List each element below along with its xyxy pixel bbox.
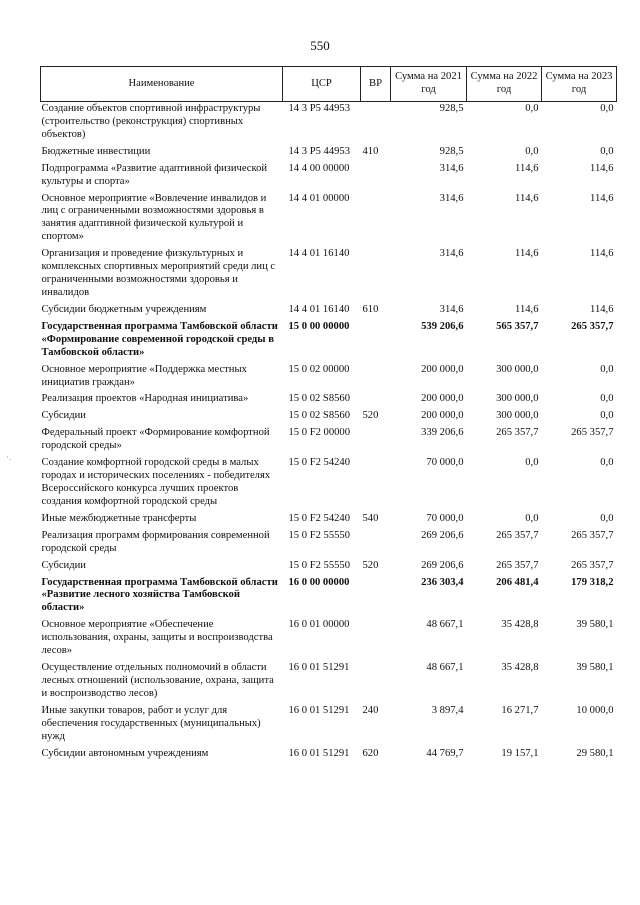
row-sum-2021: 200 000,0	[421, 410, 464, 422]
row-vr	[361, 393, 391, 410]
row-sum-2021: 70 000,0	[426, 457, 464, 469]
row-sum-2021: 48 667,1	[426, 662, 464, 674]
row-vr	[361, 619, 391, 662]
row-name: Создание объектов спортивной инфраструктуры (строительство (реконструкция) спортивных объектов)	[41, 103, 261, 140]
row-name: Государственная программа Тамбовской области «Развитие лесного хозяйства Тамбовской области»	[41, 576, 278, 614]
row-csr: 15 0 02 S8560	[288, 410, 351, 422]
row-name: Бюджетные инвестиции	[41, 145, 151, 157]
row-vr	[361, 321, 391, 364]
header-sum-2022: Сумма на 2022 год	[467, 67, 542, 102]
row-sum-2023: 265 357,7	[571, 559, 614, 571]
row-sum-2022: 35 428,8	[501, 619, 539, 631]
row-csr: 15 0 F2 54240	[288, 512, 351, 524]
row-sum-2022: 35 428,8	[501, 662, 539, 674]
row-vr: 410	[362, 145, 379, 157]
row-sum-2023: 0,0	[600, 457, 614, 469]
row-sum-2023: 114,6	[590, 192, 614, 204]
row-sum-2022: 265 357,7	[496, 427, 539, 439]
row-sum-2022: 114,6	[515, 303, 539, 315]
row-name: Иные закупки товаров, работ и услуг для обеспечения государственных (муниципальных) нужд	[41, 704, 261, 742]
row-sum-2022: 206 481,4	[496, 576, 539, 588]
row-sum-2021: 314,6	[439, 162, 464, 174]
row-sum-2021: 539 206,6	[421, 320, 464, 332]
row-csr: 14 4 00 00000	[288, 162, 350, 174]
row-sum-2023: 114,6	[590, 303, 614, 315]
table-row	[41, 427, 617, 457]
row-name: Реализация программ формирования современной городской среды	[41, 529, 270, 554]
table-row	[41, 530, 617, 560]
row-name: Иные межбюджетные трансферты	[41, 512, 197, 524]
row-vr	[361, 163, 391, 193]
row-sum-2022: 0,0	[525, 145, 539, 157]
row-sum-2023: 0,0	[600, 363, 614, 375]
table-row	[41, 560, 617, 577]
row-sum-2021: 928,5	[439, 103, 464, 114]
row-vr	[361, 364, 391, 394]
row-vr	[361, 577, 391, 620]
row-name: Субсидии	[41, 559, 86, 571]
row-sum-2023: 265 357,7	[571, 320, 614, 332]
row-sum-2022: 114,6	[515, 192, 539, 204]
row-vr: 620	[362, 747, 379, 759]
row-vr	[361, 102, 391, 146]
page-number: 550	[310, 38, 330, 53]
row-sum-2022: 0,0	[525, 457, 539, 469]
row-sum-2021: 200 000,0	[421, 393, 464, 405]
row-sum-2021: 269 206,6	[421, 559, 464, 571]
row-sum-2021: 44 769,7	[426, 747, 464, 759]
row-name: Субсидии автономным учреждениям	[41, 747, 209, 759]
table-row	[41, 193, 617, 249]
table-row	[41, 321, 617, 364]
row-csr: 16 0 01 51291	[288, 662, 350, 674]
row-csr: 14 4 01 00000	[288, 192, 350, 204]
row-sum-2023: 0,0	[600, 103, 614, 114]
table-row	[41, 163, 617, 193]
row-csr: 15 0 02 S8560	[288, 393, 351, 405]
row-name: Осуществление отдельных полномочий в области лесных отношений (использование, охрана, защита и воспроизводство лесов)	[41, 662, 274, 699]
row-sum-2023: 265 357,7	[571, 529, 614, 541]
row-sum-2022: 0,0	[525, 512, 539, 524]
row-vr: 520	[362, 559, 379, 571]
row-sum-2021: 269 206,6	[421, 529, 464, 541]
table-row	[41, 705, 617, 748]
table-row	[41, 619, 617, 662]
row-csr: 15 0 02 00000	[288, 363, 350, 375]
table-row	[41, 146, 617, 163]
row-sum-2021: 339 206,6	[421, 427, 464, 439]
row-csr: 15 0 F2 54240	[288, 457, 351, 469]
row-name: Федеральный проект «Формирование комфортной городской среды»	[41, 427, 270, 452]
table-row	[41, 513, 617, 530]
row-name: Основное мероприятие «Обеспечение использования, охраны, защиты и воспроизводства лесов»	[41, 619, 273, 657]
row-vr	[361, 530, 391, 560]
row-sum-2022: 16 271,7	[501, 704, 539, 716]
row-sum-2023: 0,0	[600, 393, 614, 405]
row-sum-2022: 114,6	[515, 162, 539, 174]
row-sum-2021: 236 303,4	[421, 576, 464, 588]
row-name: Субсидии	[41, 410, 86, 422]
row-csr: 15 0 F2 55550	[288, 529, 351, 541]
row-sum-2021: 3 897,4	[431, 704, 464, 716]
row-name: Реализация проектов «Народная инициатива»	[41, 393, 249, 405]
row-sum-2022: 265 357,7	[496, 529, 539, 541]
row-vr	[361, 662, 391, 705]
row-sum-2021: 200 000,0	[421, 363, 464, 375]
budget-table	[40, 66, 617, 764]
header-sum-2023: Сумма на 2023 год	[542, 67, 617, 102]
table-row	[41, 364, 617, 394]
row-vr	[361, 248, 391, 304]
row-sum-2023: 114,6	[590, 162, 614, 174]
row-sum-2021: 314,6	[439, 303, 464, 315]
row-csr: 16 0 01 51291	[288, 747, 350, 759]
row-csr: 15 0 00 00000	[288, 320, 350, 332]
row-sum-2023: 39 580,1	[576, 662, 614, 674]
row-sum-2023: 114,6	[590, 248, 614, 260]
row-sum-2022: 300 000,0	[496, 393, 539, 405]
row-vr	[361, 193, 391, 249]
row-sum-2022: 265 357,7	[496, 559, 539, 571]
row-sum-2022: 300 000,0	[496, 363, 539, 375]
row-csr: 14 4 01 16140	[288, 248, 350, 260]
row-sum-2022: 19 157,1	[501, 747, 539, 759]
scan-speck: ·.	[6, 452, 12, 462]
row-vr	[361, 457, 391, 513]
table-header-row	[41, 67, 617, 102]
row-vr	[361, 427, 391, 457]
row-sum-2021: 48 667,1	[426, 619, 464, 631]
row-name: Подпрограмма «Развитие адаптивной физической культуры и спорта»	[41, 162, 268, 187]
table-row	[41, 662, 617, 705]
row-sum-2021: 928,5	[439, 145, 464, 157]
header-sum-2021: Сумма на 2021 год	[391, 67, 467, 102]
header-name: Наименование	[41, 67, 283, 102]
row-name: Основное мероприятие «Вовлечение инвалидов и лиц с ограниченными возможностями здоровья в занятия адаптивной физической культурой и спортом»	[41, 192, 267, 243]
row-csr: 16 0 01 51291	[288, 704, 350, 716]
row-csr: 14 4 01 16140	[288, 303, 350, 315]
row-sum-2023: 179 318,2	[571, 576, 614, 588]
row-csr: 14 3 P5 44953	[288, 103, 351, 114]
row-vr: 540	[362, 512, 379, 524]
header-csr: ЦСР	[283, 67, 361, 102]
row-name: Основное мероприятие «Поддержка местных инициатив граждан»	[41, 363, 247, 388]
row-sum-2021: 314,6	[439, 248, 464, 260]
row-sum-2023: 0,0	[600, 410, 614, 422]
row-csr: 16 0 00 00000	[288, 576, 350, 588]
table-row	[41, 393, 617, 410]
header-vr: ВР	[361, 67, 391, 102]
table-row	[41, 577, 617, 620]
table-row	[41, 748, 617, 765]
row-sum-2022: 300 000,0	[496, 410, 539, 422]
row-name: Создание комфортной городской среды в малых городах и исторических поселениях - победителях Всероссийского конкурса лучших проектов создания комфортной городской среды	[41, 457, 271, 507]
row-csr: 16 0 01 00000	[288, 619, 350, 631]
table-row	[41, 457, 617, 513]
row-sum-2023: 10 000,0	[576, 704, 614, 716]
row-vr: 520	[362, 410, 379, 422]
row-vr: 240	[362, 704, 379, 716]
table-row	[41, 102, 617, 146]
row-sum-2021: 70 000,0	[426, 512, 464, 524]
row-sum-2021: 314,6	[439, 192, 464, 204]
row-sum-2022: 0,0	[525, 103, 539, 114]
row-name: Государственная программа Тамбовской области «Формирование современной городской среды в Тамбовской области»	[41, 320, 278, 358]
row-vr: 610	[362, 303, 379, 315]
row-csr: 15 0 F2 00000	[288, 427, 351, 439]
table-row	[41, 248, 617, 304]
row-sum-2022: 114,6	[515, 248, 539, 260]
row-csr: 15 0 F2 55550	[288, 559, 351, 571]
row-sum-2023: 0,0	[600, 145, 614, 157]
table-row	[41, 304, 617, 321]
table-row	[41, 410, 617, 427]
row-sum-2023: 29 580,1	[576, 747, 614, 759]
row-sum-2023: 39 580,1	[576, 619, 614, 631]
row-csr: 14 3 P5 44953	[288, 145, 351, 157]
row-name: Субсидии бюджетным учреждениям	[41, 303, 207, 315]
row-sum-2023: 0,0	[600, 512, 614, 524]
row-sum-2022: 565 357,7	[496, 320, 539, 332]
row-sum-2023: 265 357,7	[571, 427, 614, 439]
row-name: Организация и проведение физкультурных и комплексных спортивных мероприятий среди лиц с ограниченными возможностями здоровья и инвалидов	[41, 248, 276, 298]
